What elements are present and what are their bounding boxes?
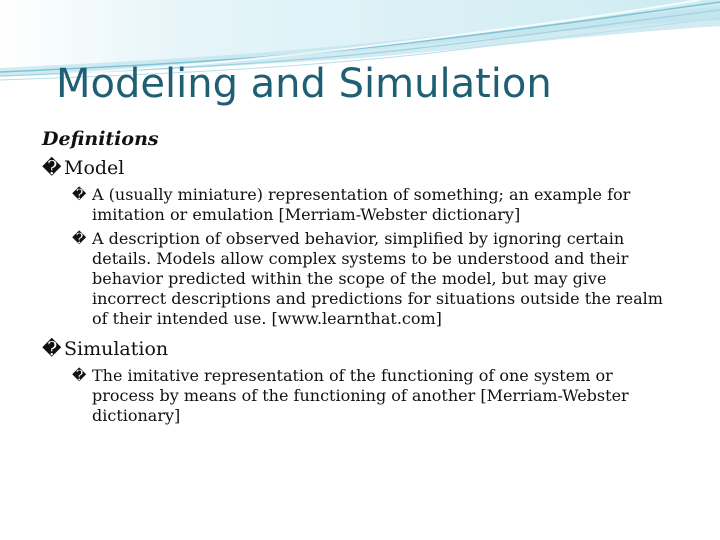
- simulation-heading-label: Simulation: [64, 338, 169, 360]
- model-definition-1-text: A (usually miniature) representation of something; an example for imitation or emulation [Merriam-Webster dictionary]: [92, 185, 631, 224]
- model-definition-2: [42, 229, 682, 329]
- bullet-icon: �: [42, 157, 62, 179]
- sub-bullet-icon: �: [72, 187, 87, 203]
- bullet-icon: �: [42, 338, 62, 360]
- definitions-subheading: Definitions: [42, 128, 159, 150]
- model-definition-1: [42, 185, 682, 225]
- model-definition-2-text: A description of observed behavior, simplified by ignoring certain details. Models allow complex systems to be understood and their behavior predicted within the scope of the model, but may give incorrect descriptions and predictions for situations outside the realm of their intended use. [www.learnthat.com]: [92, 229, 663, 328]
- sub-bullet-icon: �: [72, 368, 87, 384]
- simulation-heading: [42, 337, 682, 361]
- simulation-definition-1-text: The imitative representation of the functioning of one system or process by means of the functioning of another [Merriam-Webster dictionary]: [92, 366, 629, 425]
- model-heading: [42, 156, 682, 180]
- simulation-definition-1: [42, 366, 682, 426]
- sub-bullet-icon: �: [72, 231, 87, 247]
- slide-title: Modeling and Simulation: [56, 61, 552, 107]
- slide-body: [42, 126, 682, 426]
- model-heading-label: Model: [64, 157, 125, 179]
